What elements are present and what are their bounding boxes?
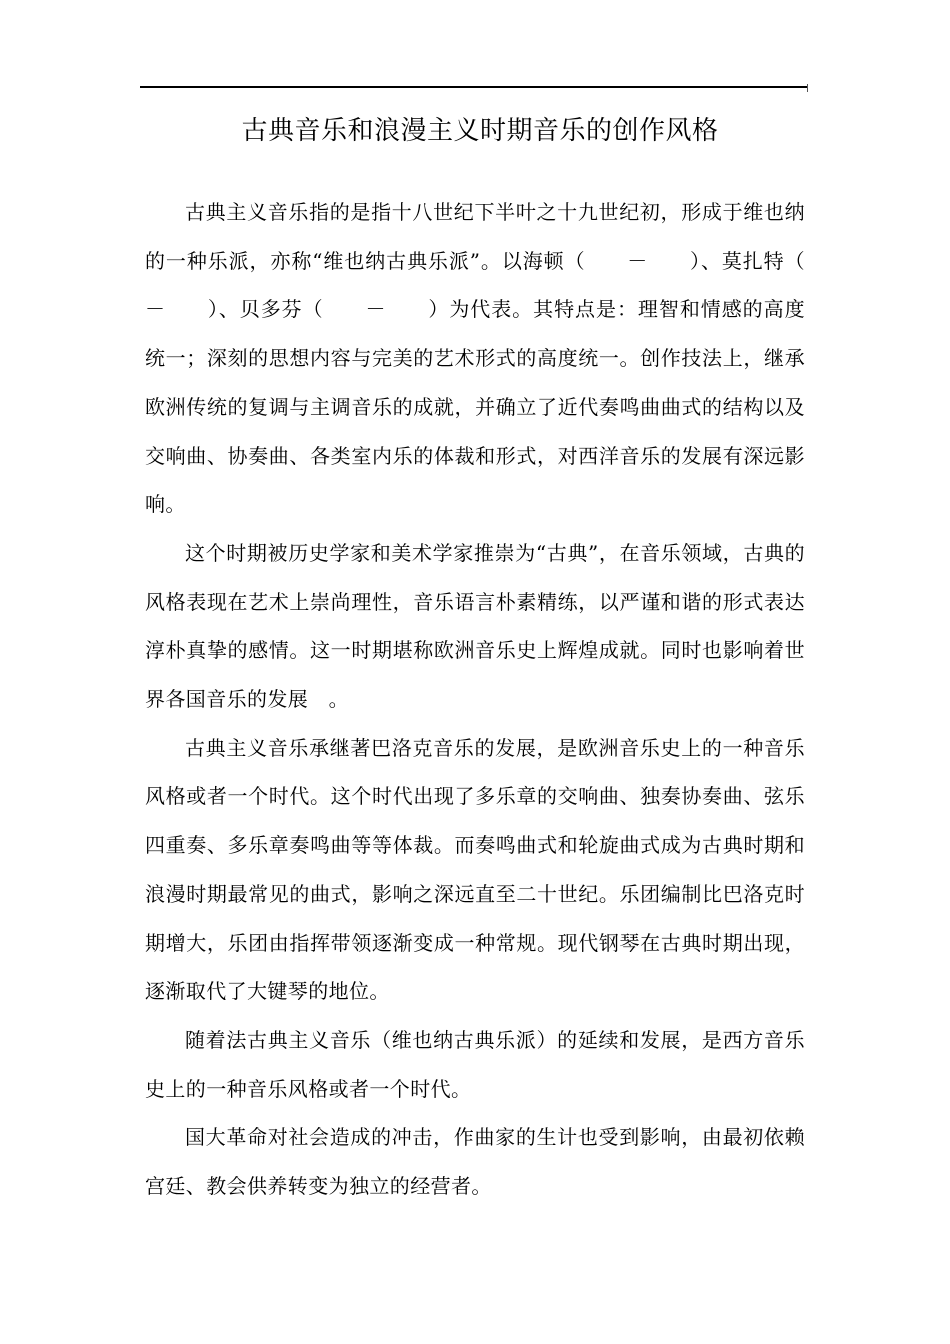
paragraph-2: 这个时期被历史学家和美术学家推崇为“古典”，在音乐领域，古典的风格表现在艺术上崇尚理性，音乐语言朴素精练，以严谨和谐的形式表达淳朴真挚的感情。这一时期堪称欧洲音乐史上辉煌成就。同时也影响着世界各国音乐的发展 。	[145, 540, 805, 712]
paragraph-5: 国大革命对社会造成的冲击，作曲家的生计也受到影响，由最初依赖宫廷、教会供养转变为独立的经营者。	[145, 1125, 805, 1199]
paragraph-1: 古典主义音乐指的是指十八世纪下半叶之十九世纪初，形成于维也纳的一种乐派，亦称“维也纳古典乐派”。以海顿（ － ）、莫扎特（ － ）、贝多芬（ － ）为代表。其特点是：理智和情感的高度统一；深刻的思想内容与完美的艺术形式的高度统一。创作技法上，继承欧洲传统的复调与主调音乐的成就，并确立了近代奏鸣曲曲式的结构以及交响曲、协奏曲、各类室内乐的体裁和形式，对西洋音乐的发展有深远影响。	[145, 200, 846, 517]
header-rule	[140, 86, 808, 88]
paragraph-4: 随着法古典主义音乐（维也纳古典乐派）的延续和发展，是西方音乐史上的一种音乐风格或者一个时代。	[145, 1027, 805, 1101]
paragraph-3: 古典主义音乐承继著巴洛克音乐的发展，是欧洲音乐史上的一种音乐风格或者一个时代。这个时代出现了多乐章的交响曲、独奏协奏曲、弦乐四重奏、多乐章奏鸣曲等等体裁。而奏鸣曲式和轮旋曲式成为古典时期和浪漫时期最常见的曲式，影响之深远直至二十世纪。乐团编制比巴洛克时期增大，乐团由指挥带领逐渐变成一种常规。现代钢琴在古典时期出现，逐渐取代了大键琴的地位。	[145, 735, 805, 1004]
document-body	[145, 188, 846, 1211]
page-title: 古典音乐和浪漫主义时期音乐的创作风格	[241, 116, 719, 146]
header-rule-tick	[807, 84, 808, 92]
